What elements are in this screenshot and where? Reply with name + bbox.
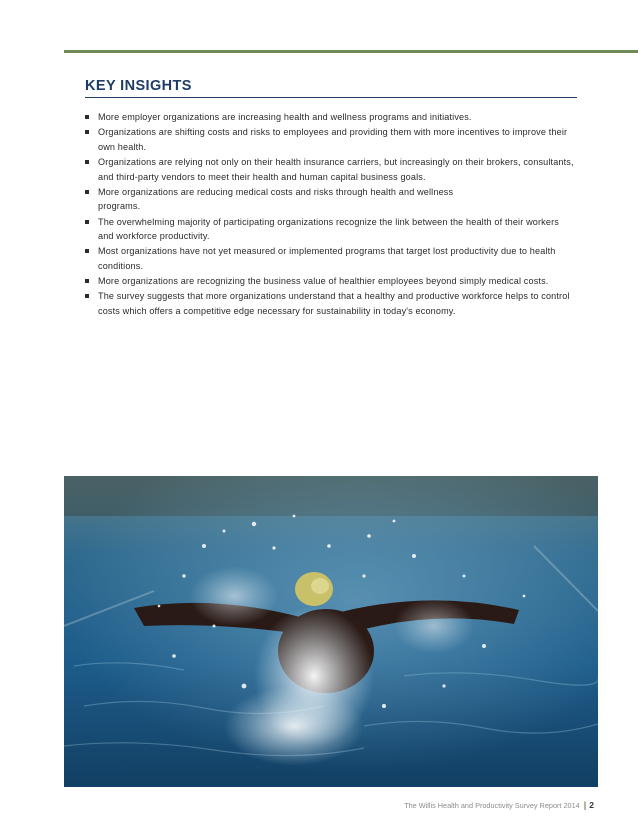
insight-text: Organizations are relying not only on their health insurance carriers, but increasingly on their brokers, consultants, and third-party vendors to meet their health and human capital business goals. [98,156,574,182]
list-item [85,215,577,244]
page-number: 2 [589,800,594,810]
heading-rule [85,97,577,98]
top-rule [64,50,638,53]
insight-text: More organizations are reducing medical costs and risks through health and wellness programs. [98,186,454,212]
bullet-icon [85,130,89,134]
bullet-icon [85,294,89,298]
swimmer-illustration [64,476,598,787]
list-item [85,185,577,214]
bullet-icon [85,160,89,164]
list-item [85,289,577,318]
report-title: The Willis Health and Productivity Survey Report 2014 [404,801,580,810]
list-item [85,110,577,125]
section-heading: KEY INSIGHTS [85,78,192,94]
key-insights-list [85,110,577,319]
footer-separator: | [583,800,587,810]
list-item [85,244,577,273]
insight-text: Organizations are shifting costs and risks to employees and providing them with more incentives to improve their own health. [98,127,568,152]
bullet-icon [85,115,89,119]
page-footer [404,800,594,810]
insight-text: Most organizations have not yet measured or implemented programs that target lost productivity due to health conditions. [98,246,556,271]
insight-text: More employer organizations are increasing health and wellness programs and initiatives. [98,112,472,122]
insight-text: The overwhelming majority of participating organizations recognize the link between the health of their workers and workforce productivity. [98,216,559,242]
bullet-icon [85,220,89,224]
swimmer-photo [64,476,598,787]
list-item [85,125,577,154]
insight-text: The survey suggests that more organizations understand that a healthy and productive workforce helps to control costs which offers a competitive edge necessary for sustainability in today's economy. [98,291,570,316]
bullet-icon [85,279,89,283]
list-item [85,274,577,289]
bullet-icon [85,249,89,253]
insight-text: More organizations are recognizing the business value of healthier employees beyond simply medical costs. [98,276,549,287]
list-item [85,155,577,184]
bullet-icon [85,190,89,194]
